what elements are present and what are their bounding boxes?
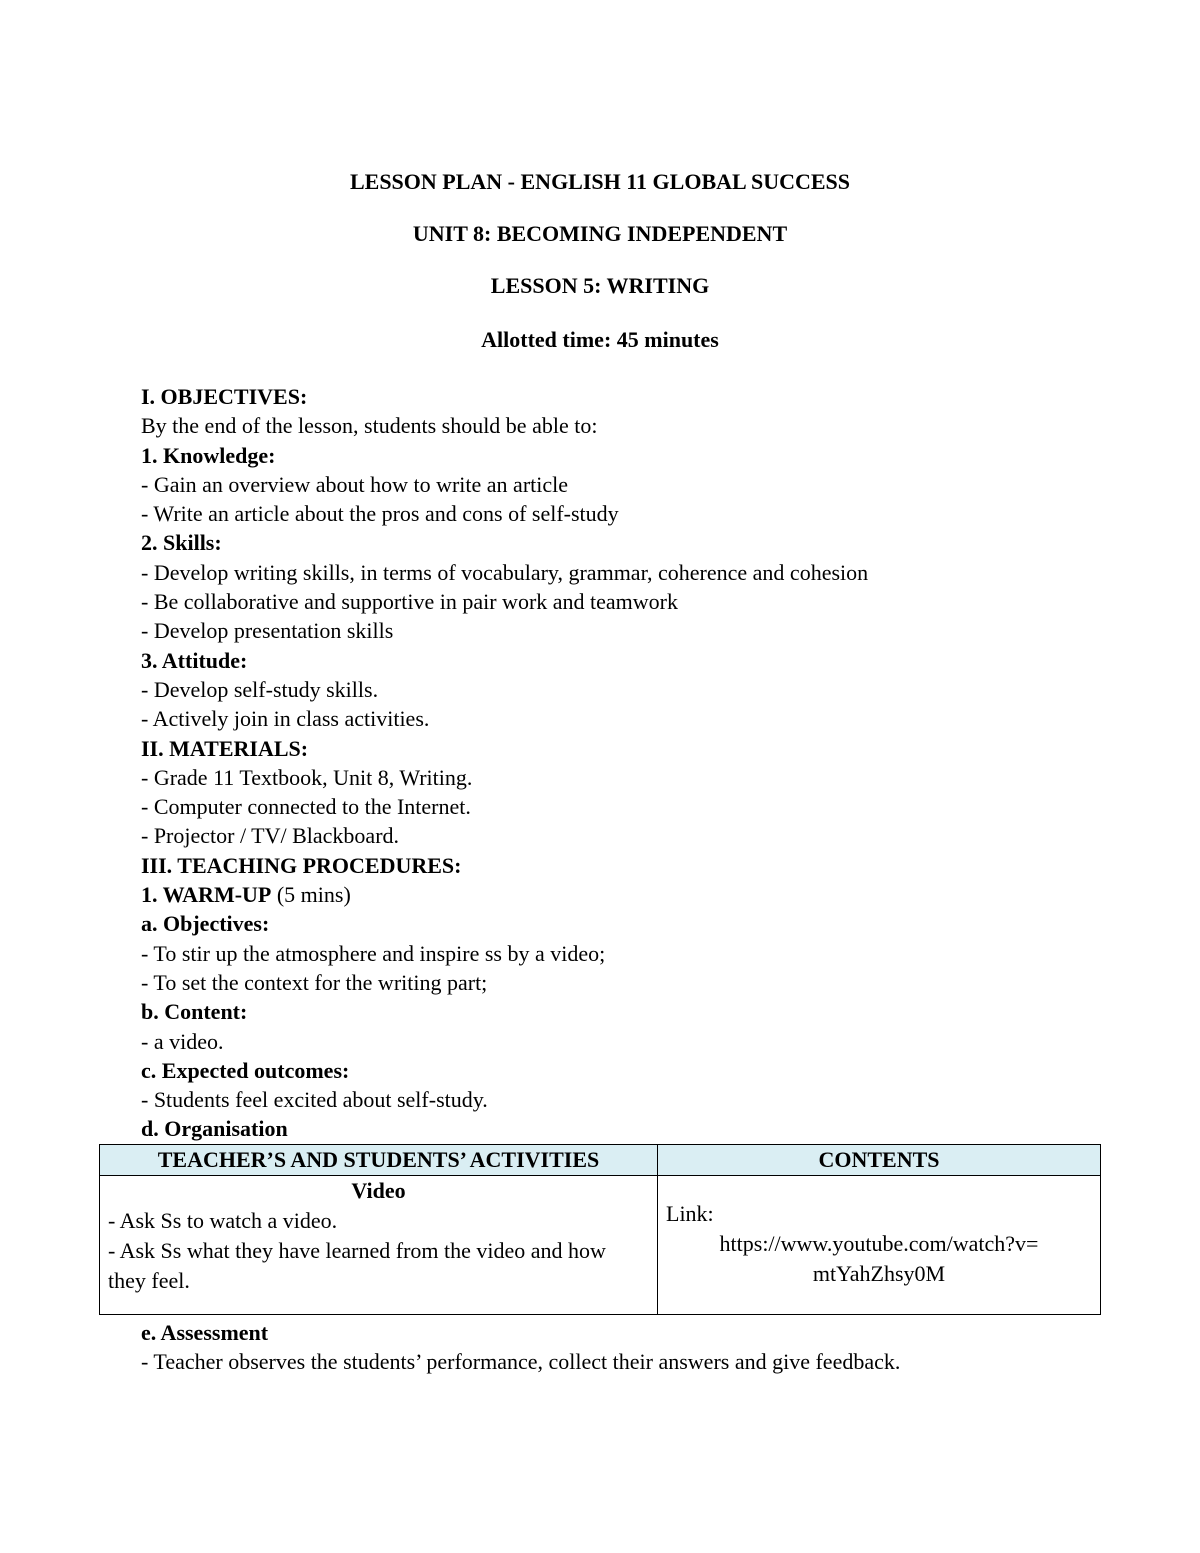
assessment-item: - Teacher observes the students’ performance, collect their answers and give feedback.: [141, 1349, 901, 1375]
warmup-heading: 1. WARM-UP: [141, 882, 272, 908]
assessment-block: [141, 1318, 1141, 1377]
attitude-item: - Develop self-study skills.: [141, 676, 379, 702]
knowledge-item: - Write an article about the pros and cons of self-study: [141, 501, 619, 527]
activity-item: - Ask Ss what they have learned from the video and how they feel.: [108, 1238, 606, 1293]
warmup-content-heading: b. Content:: [141, 999, 248, 1025]
skills-heading: 2. Skills:: [141, 530, 222, 556]
table-header-contents: CONTENTS: [658, 1145, 1101, 1176]
unit-title: UNIT 8: BECOMING INDEPENDENT: [412, 221, 788, 246]
warmup-outcome-item: - Students feel excited about self-study.: [141, 1087, 488, 1113]
table-row: [100, 1176, 1101, 1315]
contents-cell: [658, 1176, 1101, 1315]
materials-item: - Projector / TV/ Blackboard.: [141, 823, 400, 849]
warmup-objective-item: - To set the context for the writing part;: [141, 969, 488, 995]
video-link[interactable]: https://www.youtube.com/watch?v=mtYahZhsy0M: [719, 1231, 1039, 1286]
activities-cell: [100, 1176, 658, 1315]
warmup-duration: (5 mins): [271, 882, 351, 908]
knowledge-heading: 1. Knowledge:: [141, 442, 276, 468]
skills-item: - Develop presentation skills: [141, 618, 394, 644]
lesson-plan-title: LESSON PLAN - ENGLISH 11 GLOBAL SUCCESS: [349, 169, 851, 194]
warmup-objectives-heading: a. Objectives:: [141, 911, 270, 937]
assessment-heading: e. Assessment: [141, 1320, 269, 1345]
lesson-body: [141, 382, 1141, 1144]
warmup-objective-item: - To stir up the atmosphere and inspire ss by a video;: [141, 940, 606, 966]
activity-item: - Ask Ss to watch a video.: [108, 1208, 338, 1233]
activity-title: Video: [351, 1178, 406, 1203]
objectives-intro: By the end of the lesson, students should be able to:: [141, 413, 598, 439]
skills-item: - Be collaborative and supportive in pair work and teamwork: [141, 589, 679, 615]
organisation-table: [99, 1144, 1101, 1315]
warmup-heading-line: [141, 880, 1141, 909]
allotted-time: Allotted time: 45 minutes: [481, 327, 719, 352]
materials-heading: II. MATERIALS:: [141, 735, 309, 761]
table-header-activities: TEACHER’S AND STUDENTS’ ACTIVITIES: [100, 1145, 658, 1176]
lesson-title: LESSON 5: WRITING: [490, 273, 710, 298]
table-header-row: [100, 1145, 1101, 1176]
warmup-content-item: - a video.: [141, 1028, 224, 1054]
warmup-organisation-heading: d. Organisation: [141, 1116, 288, 1142]
knowledge-item: - Gain an overview about how to write an article: [141, 471, 569, 497]
warmup-outcomes-heading: c. Expected outcomes:: [141, 1057, 350, 1083]
link-label: Link:: [666, 1201, 714, 1226]
procedures-heading: III. TEACHING PROCEDURES:: [141, 852, 462, 878]
skills-item: - Develop writing skills, in terms of vocabulary, grammar, coherence and cohesion: [141, 559, 869, 585]
attitude-heading: 3. Attitude:: [141, 647, 248, 673]
objectives-heading: I. OBJECTIVES:: [141, 384, 308, 409]
materials-item: - Computer connected to the Internet.: [141, 794, 471, 820]
materials-item: - Grade 11 Textbook, Unit 8, Writing.: [141, 764, 473, 790]
attitude-item: - Actively join in class activities.: [141, 706, 430, 732]
